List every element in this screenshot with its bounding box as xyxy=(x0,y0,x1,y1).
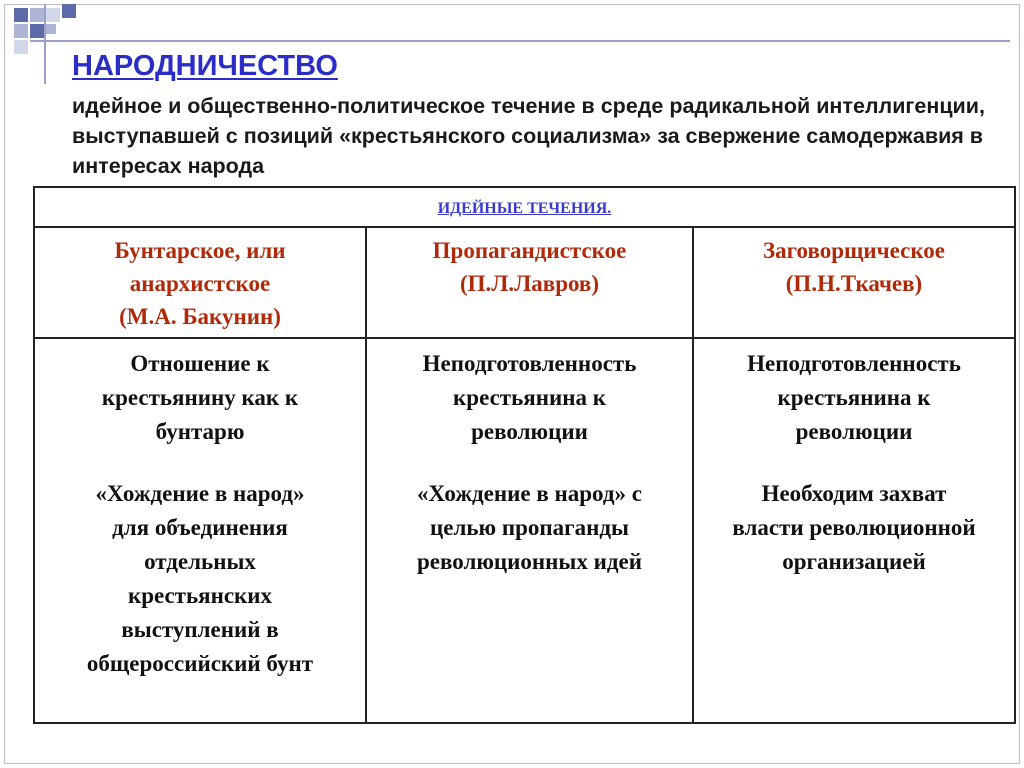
corner-decoration xyxy=(30,24,44,38)
table-cell-propagandist xyxy=(365,339,692,722)
column-header-anarchist xyxy=(35,226,365,339)
cell-method-text: Необходим захват власти революционной организацией xyxy=(732,481,976,574)
table-cell-anarchist xyxy=(35,339,365,722)
table-caption-row xyxy=(35,188,1014,228)
page-title: НАРОДНИЧЕСТВО xyxy=(72,50,338,82)
corner-decoration xyxy=(14,24,28,38)
cell-attitude-text: Неподготовленность крестьянина к революции xyxy=(422,351,637,444)
column-header-text: Заговорщическое (П.Н.Ткачев) xyxy=(763,238,945,296)
cell-method-text: «Хождение в народ» с целью пропаганды революционных идей xyxy=(416,481,642,574)
column-header-text: Пропагандистское (П.Л.Лавров) xyxy=(432,238,627,296)
column-header-conspiratorial xyxy=(692,226,1014,339)
column-header-text: Бунтарское, или анархистское (М.А. Бакунин) xyxy=(114,238,286,329)
corner-decoration xyxy=(14,8,28,22)
page-subtitle: идейное и общественно-политическое течение в среде радикальной интеллигенции, выступавшей с позиций «крестьянского социализма» за свержение самодержавия в интересах народа xyxy=(72,94,985,178)
table-cell-conspiratorial xyxy=(692,339,1014,722)
corner-decoration xyxy=(14,40,28,54)
decorative-rule xyxy=(44,4,46,84)
corner-decoration xyxy=(30,8,44,22)
movements-table xyxy=(33,186,1016,724)
cell-method-text: «Хождение в народ» для объединения отдельных крестьянских выступлений в общероссийский бунт xyxy=(86,481,314,676)
column-header-propagandist xyxy=(365,226,692,339)
table-caption: ИДЕЙНЫЕ ТЕЧЕНИЯ. xyxy=(437,200,612,217)
decorative-rule xyxy=(30,40,1010,42)
cell-attitude-text: Неподготовленность крестьянина к революции xyxy=(747,351,961,444)
corner-decoration xyxy=(46,24,56,34)
corner-decoration xyxy=(62,4,76,18)
cell-attitude-text: Отношение к крестьянину как к бунтарю xyxy=(101,351,299,444)
corner-decoration xyxy=(46,8,60,22)
